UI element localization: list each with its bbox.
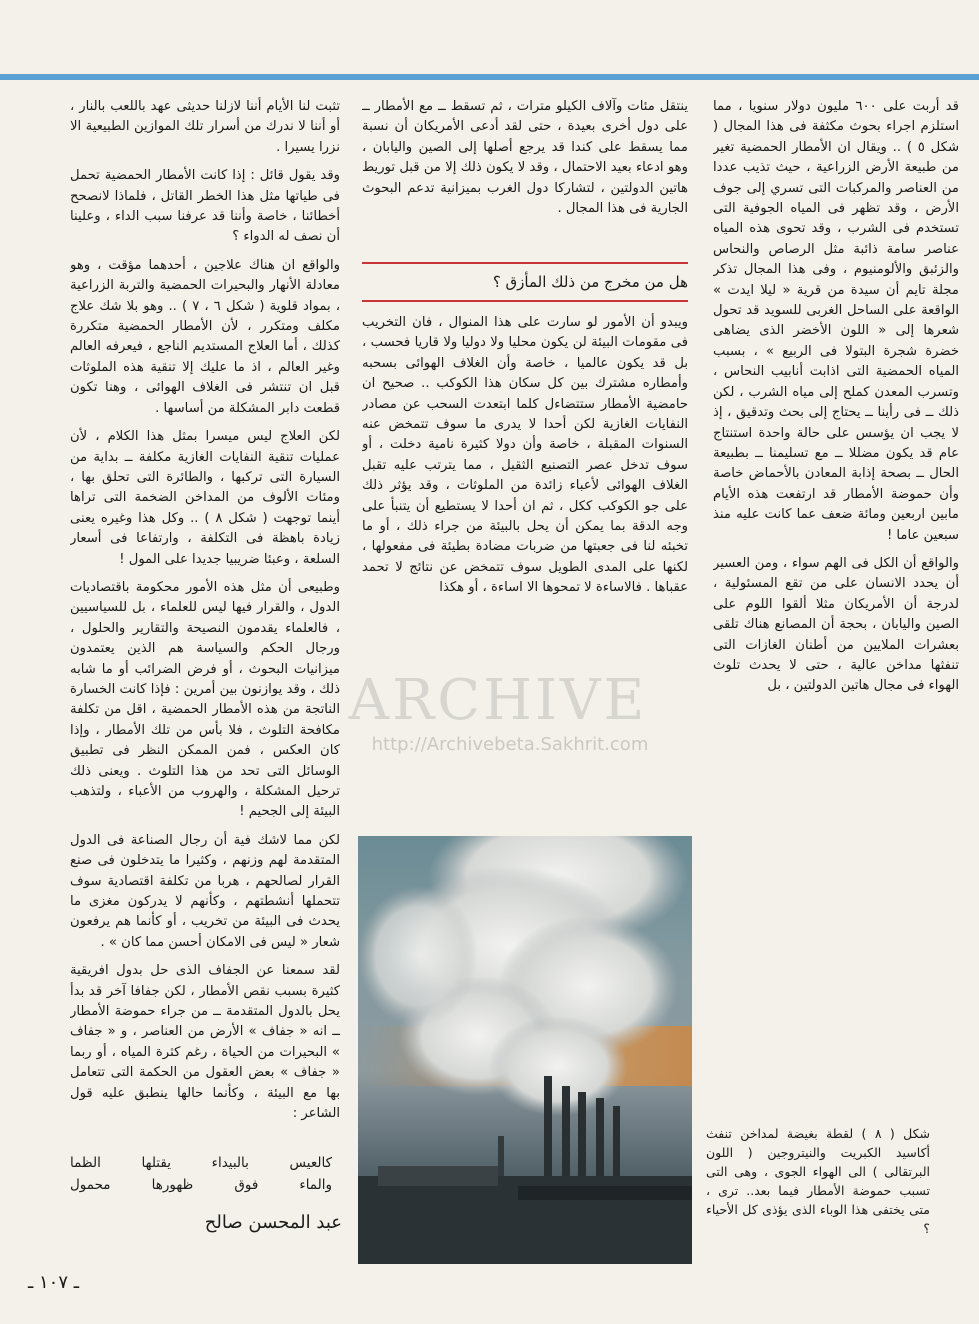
section-heading: هل من مخرج من ذلك المأزق ؟ [362, 262, 688, 302]
poem-word: يقتلها [141, 1155, 171, 1171]
poem-verse [70, 1152, 332, 1196]
paragraph: ينتقل مئات وآلاف الكيلو مترات ، ثم تسقط ــ مع الأمطار ــ على دول أخرى بعيدة ، حتى لقد أدعى الأمريكان أن نسبة مما يسقط على كندا قد يرجع أصلها إلى الصين واليابان ، وهو ادعاء بعيد الاحتمال ، وقد لا يكون ذلك إلا من قبل توريط هاتين الدولتين ، لتشاركا دول الغرب بميزانية تدعم البحوث الجارية فى هذا المجال . [362, 99, 688, 217]
paragraph: لكن مما لاشك فية أن رجال الصناعة فى الدول المتقدمة لهم وزنهم ، وكثيرا ما يتدخلون فى صنع القرار لصالحهم ، هربا من تكلفة اقتصادية سوف تتحملها أنشطتهم ، وكأنهم لا يدركون مغزى ما يحدث فى البيئة من تخريب ، أو كأنما هم يرفعون شعار « ليس فى الامكان أحسن مما كان » . [70, 832, 340, 950]
text-column-right [713, 97, 959, 787]
watermark-url: http://Archivebeta.Sakhrit.com [371, 734, 649, 755]
text-column-middle-top [362, 97, 688, 247]
paragraph: لقد سمعنا عن الجفاف الذى حل بدول افريقية كثيرة بسبب نقص الأمطار ، لكن جفافا آخر قد بدأ يحل بالدول المتقدمة ــ من جراء حموضة الأمطار ــ انه « جفاف » الأرض من العناصر ، و « جفاف » البحيرات من الحياة ، رغم كثرة المياه ، أو ربما « جفاف » بعض العقول من الحكمة التى تتعامل بها مع البيئة ، وكأنما حالها ينطبق عليه قول الشاعر : [70, 963, 340, 1122]
poem-word: ظهورها [151, 1177, 194, 1193]
figure-caption: شكل ( ٨ ) لقطة بغيضة لمداخن تنفث أكاسيد الكبريت والنيتروجين ( اللون البرتقالى ) الى الهواء الجوى ، وهى التى تسبب حموضة الأمطار فيما بعد.. ترى ، متى يختفى هذا الوباء الذى يؤذى كل الأحياء ؟ [706, 1126, 930, 1236]
top-color-bar [0, 74, 979, 80]
watermark-brand: ARCHIVE [348, 668, 648, 733]
paragraph: وطبيعى أن مثل هذه الأمور محكومة باقتصاديات الدول ، والقرار فيها ليس للعلماء ، بل للسياسيين ، فالعلماء يقدمون النصيحة والتقارير والحلول ، ورجال الحكم والسياسة هم الذين يعتمدون ميزانيات البحوث ، أو فرض الضرائب أو ما شابه ذلك ، وقد يوازنون بين أمرين : فإذا كانت الخسارة الناتجة من هذه الأمطار الحمضية ، اقل من تكلفة مكافحة التلوث ، فلا بأس من تلك الأمطار ، وإذا كان العكس ، فمن الممكن النظر فى تطبيق الوسائل التى تحد من هذا التلوث . ويعنى ذلك ترحيل المشكلة ، والهروب من الأعباء ، ولتذهب البيئة إلى الجحيم ! [70, 579, 340, 820]
smokestacks-photo [358, 836, 692, 1264]
text-column-middle-bottom [362, 313, 688, 723]
page-number: ـ ١٠٧ ـ [28, 1272, 80, 1293]
poem-line [70, 1152, 332, 1174]
poem-word: فوق [234, 1177, 259, 1193]
paragraph: والواقع أن الكل فى الهم سواء ، ومن العسير أن يحدد الانسان على من تقع المسئولية ، لدرجة أن الأمريكان مثلا ألقوا اللوم على الصين واليابان ، بحجة أن المصانع هناك تلقى بعشرات الملايين من أطنان الغازات التى تنفثها مداخن عالية ، حتى لا يحدث تلوث الهواء فى مجال هاتين الدولتين ، بل [713, 555, 959, 694]
poem-word: الظما [70, 1155, 101, 1171]
paragraph: والواقع ان هناك علاجين ، أحدهما مؤقت ، وهو معادلة الأنهار والبحيرات الحمضية والتربة الزراعية ، بمواد قلوية ( شكل ٦ ، ٧ ) .. وهو بلا شك علاج مكلف ومتكرر ، لأن الأمطار الحمضية متكررة كذلك ، أما العلاج المستديم الناجع ، فيعرفه العالم وغير العالم ، اذ ما عليك إلا تنقية هذه الملوثات قبل ان تنتشر فى الغلاف الهوائى ، وهنا تكون قطعت دابر المشكلة من أساسها . [70, 257, 340, 416]
poem-word: والماء [299, 1177, 332, 1193]
smoke-illustration [358, 836, 692, 1264]
text-column-left [70, 97, 340, 1247]
poem-line [70, 1174, 332, 1196]
paragraph: قد أربت على ٦٠٠ مليون دولار سنويا ، مما استلزم اجراء بحوث مكثفة فى هذا المجال ( شكل ٥ ) .. ويقال ان الأمطار الحمضية تغير من طبيعة الأرض الزراعية ، حيث تذيب عددا من العناصر والمركبات التى تسري إلى جوف الأرض ، وقد تظهر فى المياه الجوفية التى تستخدم فى الشرب ، وقد تحوى هذه المياه عناصر سامة ذائبة مثل الرصاص والنحاس والزئبق والألومنيوم ، وفى هذا المجال تذكر مجلة تايم أن سيدة من قرية « ليلا ايدت » الواقعة على الساحل الغربى للسويد قد تحول شعرها إلى « اللون الأخضر الذى يضاهى خضرة شجرة البتولا فى الربيع » ، بسبب المياه الحمضية التى اذابت أنابيب النحاس ، وتسرب المعدن كملح إلى مياه الشرب ، لكن ذلك ــ فى رأينا ــ يحتاج إلى بحث وتدقيق ، إذ لا يجب ان يؤسس على حالة واحدة استنتاج عام قد يكون مضللا ــ مع تسليمنا ــ بطبيعة الحال ــ بصحة إذابة المعادن بالأحماض خاصة وأن حموضة الأمطار قد ارتفعت هذه الأيام مابين اربعين ومائة ضعف عما كانت عليه منذ سبعين عاما ! [713, 99, 959, 543]
paragraph: وقد يقول قائل : إذا كانت الأمطار الحمضية تحمل فى طياتها مثل هذا الخطر القاتل ، فلماذا لانصحح أخطائنا ، خاصة وأننا قد عرفنا سبب الداء ، وعلينا أن نصف له الدواء ؟ [70, 168, 340, 245]
paragraph: ويبدو أن الأمور لو سارت على هذا المنوال ، فان التخريب فى مقومات البيئة لن يكون محليا ولا دوليا ولا قاريا فحسب ، بل قد يكون عالميا ، خاصة وأن الغلاف الهوائى بسحبه وأمطاره مشترك بين كل سكان هذا الكوكب .. صحيح ان حامضية الأمطار ستتضاءل كلما ابتعدت السحب عن مصادر النفايات الغازية لكن أحدا لا يدرى ما سوف تتمخض عنه السنوات المقبلة ، خاصة وأن دولا كثيرة نامية دخلت ، أو سوف تدخل عصر التصنيع الثقيل ، مما يترتب عليه تقبل الغلاف الهوائى لأعباء زائدة من الملوثات ، وقد يؤثر ذلك على جو الكوكب ككل ، ثم ان أحدا لا يستطيع أن يتنبأ على وجه الدقة بما يمكن أن يحل بالبيئة من جراء ذلك ، أو ما تخبئه لنا فى جعبتها من ضربات مضادة بطيئة فى مفعولها ، لكنها على المدى الطويل سوف تتمخض عن نتائج لا تحمد عقباها . فالاساءة لا تمحوها الا اساءة ، أو هكذا [362, 315, 688, 596]
poem-word: محمول [70, 1177, 111, 1193]
paragraph: تثبت لنا الأيام أننا لازلنا حديثى عهد باللعب بالنار ، أو أننا لا ندرك من أسرار تلك الموازين الطبيعية الا نزرا يسيرا . [70, 99, 340, 155]
poem-word: كالعيس [289, 1155, 332, 1171]
paragraph: لكن العلاج ليس ميسرا بمثل هذا الكلام ، لأن عمليات تنقية النفايات الغازية مكلفة ــ بداية من السيارة التى تركبها ، والطائرة التى تحلق بها ، ومئات الألوف من المداخن الضخمة التى تراها أينما توجهت ( شكل ٨ ) .. وكل هذا وغيره يعنى زيادة باهظة فى التكلفة ، وارتفاعا فى أسعار السلعة ، وعبئا ضريبيا جديدا على المول ! [70, 429, 340, 567]
author-signature: عبد المحسن صالح [204, 1212, 342, 1233]
poem-word: بالبيداء [211, 1155, 249, 1171]
